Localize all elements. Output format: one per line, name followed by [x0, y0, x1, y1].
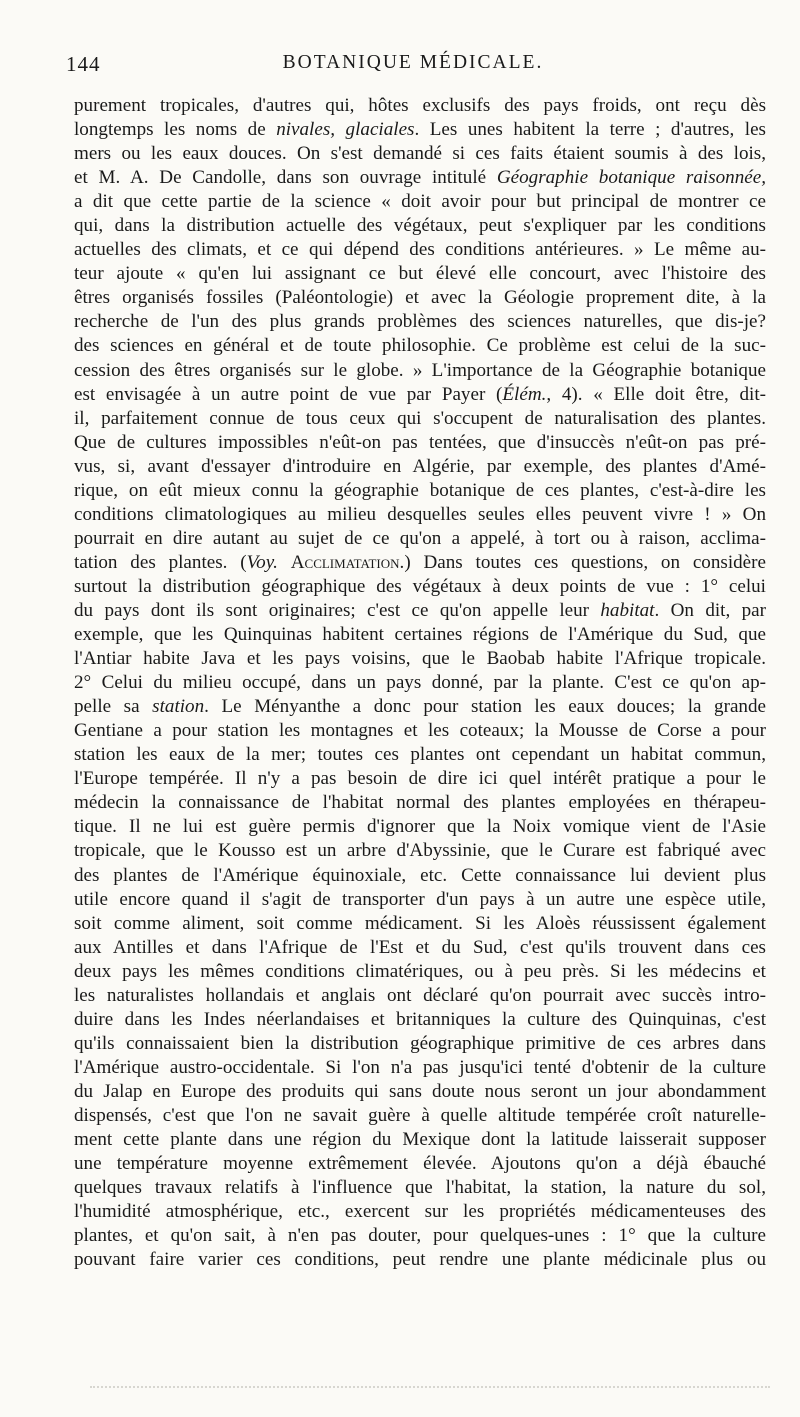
text-line	[74, 527, 766, 551]
text-line	[74, 1080, 766, 1104]
text-segment: l'Europe tempérée. Il n'y a pas besoin de dire ici quel intérêt pratique a pour le	[74, 768, 766, 790]
text-segment: . On dit, par	[654, 599, 766, 621]
text-line	[74, 334, 766, 358]
text-segment: Élém.	[502, 383, 547, 405]
text-line	[74, 262, 766, 286]
text-line	[74, 503, 766, 527]
text-line	[74, 767, 766, 791]
text-line	[74, 1104, 766, 1128]
page-header	[66, 52, 760, 84]
text-line	[74, 1248, 766, 1272]
text-segment: qui, dans la distribution actuelle des végétaux, peut s'expliquer par les conditions	[74, 215, 766, 237]
text-segment: aux Antilles et dans l'Afrique de l'Est et du Sud, c'est qu'ils trouvent dans ces	[74, 936, 766, 958]
text-segment: des sciences en général et de toute philosophie. Ce problème est celui de la suc-	[74, 335, 766, 357]
text-segment: pouvant faire varier ces conditions, peut rendre une plante médicinale plus ou	[74, 1249, 766, 1271]
text-segment: tation des plantes. (	[74, 551, 247, 573]
text-line	[74, 286, 766, 310]
text-segment: médecin la connaissance de l'habitat normal des plantes employées en thérapeu-	[74, 792, 766, 814]
text-line	[74, 599, 766, 623]
text-segment: a dit que cette partie de la science « doit avoir pour but principal de montrer ce	[74, 191, 766, 213]
text-segment: est envisagée à un autre point de vue par Payer (	[74, 383, 503, 405]
text-segment: purement tropicales, d'autres qui, hôtes exclusifs des pays froids, ont reçu dès	[74, 95, 766, 116]
text-line	[74, 190, 766, 214]
text-line	[74, 936, 766, 960]
text-segment: les naturalistes hollandais et anglais ont déclaré qu'on pourrait avec succès intro-	[74, 984, 766, 1006]
text-segment: qu'ils connaissaient bien la distribution géographique primitive de ces arbres dans	[74, 1032, 766, 1054]
text-segment: Gentiane a pour station les montagnes et les coteaux; la Mousse de Corse a pour	[74, 720, 766, 742]
text-segment: . Les unes habitent la terre ; d'autres, les	[414, 119, 766, 141]
text-segment: l'Antiar habite Java et les pays voisins, que le Baobab habite l'Afrique tropicale.	[74, 648, 766, 670]
text-segment: Acclimatation	[290, 551, 400, 573]
text-segment: conditions climatologiques au milieu desquelles seules elles peuvent vivre ! » On	[74, 503, 766, 525]
text-segment: Voy.	[246, 551, 278, 573]
text-line	[74, 1008, 766, 1032]
text-segment: longtemps les noms de	[74, 119, 277, 141]
text-segment: vus, si, avant d'essayer d'introduire en Algérie, par exemple, des plantes d'Amé-	[74, 455, 766, 477]
text-line	[74, 1224, 766, 1248]
text-line	[74, 960, 766, 984]
text-line	[74, 864, 766, 888]
text-segment: recherche de l'un des plus grands problèmes des sciences naturelles, que dis-je?	[74, 311, 766, 333]
text-segment: exemple, que les Quinquinas habitent certaines régions de l'Amérique du Sud, que	[74, 624, 766, 646]
text-segment: soit comme aliment, soit comme médicament. Si les Aloès réussissent également	[74, 912, 766, 934]
text-line	[74, 1128, 766, 1152]
text-segment: teur ajoute « qu'en lui assignant ce but élevé elle concourt, avec l'histoire des	[74, 263, 766, 285]
text-segment: il, parfaitement connue de tous ceux qui s'occupent de naturalisation des plantes.	[74, 407, 766, 429]
text-line	[74, 647, 766, 671]
text-segment: du pays dont ils sont originaires; c'est ce qu'on appelle leur	[74, 599, 601, 621]
text-segment	[278, 552, 291, 573]
text-segment: Géographie botanique raisonnée,	[496, 167, 766, 189]
text-line	[74, 431, 766, 455]
text-segment: l'humidité atmosphérique, etc., exercent sur les propriétés médicamenteuses des	[74, 1201, 766, 1223]
text-segment: 2° Celui du milieu occupé, dans un pays donné, par la plante. C'est ce qu'on ap-	[74, 672, 766, 694]
text-segment: l'Amérique austro-occidentale. Si l'on n'a pas jusqu'ici tenté d'obtenir de la culture	[74, 1056, 766, 1078]
text-segment: .) Dans toutes ces questions, on considère	[399, 551, 766, 573]
text-segment: actuelles des climats, et ce qui dépend des conditions antérieures. » Le même au-	[74, 239, 766, 261]
text-segment: plantes, et qu'on sait, à n'en pas douter, pour quelques-unes : 1° que la culture	[74, 1225, 766, 1247]
text-line	[74, 815, 766, 839]
text-line	[74, 984, 766, 1008]
text-segment: mers ou les eaux douces. On s'est demandé si ces faits étaient soumis à des lois,	[74, 143, 766, 165]
text-segment: des plantes de l'Amérique équinoxiale, etc. Cette connaissance lui devient plus	[74, 864, 766, 886]
text-line	[74, 94, 766, 118]
text-segment: une température moyenne extrêmement élevée. Ajoutons qu'on a déjà ébauché	[74, 1153, 766, 1175]
text-line	[74, 719, 766, 743]
text-segment: utile encore quand il s'agit de transporter d'un pays à un autre une espèce utile,	[74, 888, 766, 910]
text-segment: quelques travaux relatifs à l'influence que l'habitat, la station, la nature du sol,	[74, 1177, 766, 1199]
text-segment: pourrait en dire autant au sujet de ce qu'on a appelé, à tort ou à raison, acclima-	[74, 527, 766, 549]
page-number: 144	[66, 52, 101, 76]
text-segment: du Jalap en Europe des produits qui sans doute nous seront un jour abondamment	[74, 1080, 766, 1102]
running-title: BOTANIQUE MÉDICALE.	[282, 52, 544, 73]
text-segment: cession des êtres organisés sur le globe. » L'importance de la Géographie botanique	[74, 359, 766, 381]
text-segment: pelle sa	[74, 696, 153, 718]
text-line	[74, 359, 766, 383]
text-line	[74, 407, 766, 431]
text-line	[74, 575, 766, 599]
text-line	[74, 791, 766, 815]
text-segment: ment cette plante dans une région du Mexique dont la latitude laisserait supposer	[74, 1129, 766, 1151]
text-segment: station	[152, 696, 205, 718]
text-line	[74, 479, 766, 503]
text-segment: , 4). « Elle doit être, dit-	[546, 383, 767, 405]
text-segment: dispensés, c'est que l'on ne savait guère à quelle altitude tempérée croît naturelle-	[74, 1104, 766, 1126]
text-line	[74, 1032, 766, 1056]
text-line	[74, 142, 766, 166]
text-line	[74, 1056, 766, 1080]
text-line	[74, 238, 766, 262]
text-line	[74, 671, 766, 695]
text-segment: station les eaux de la mer; toutes ces plantes ont cependant un habitat commun,	[74, 744, 766, 766]
text-line	[74, 118, 766, 142]
text-line	[74, 166, 766, 190]
text-line	[74, 214, 766, 238]
text-line	[74, 623, 766, 647]
text-segment: duire dans les Indes néerlandaises et britanniques la culture des Quinquinas, c'est	[74, 1008, 766, 1030]
text-line	[74, 383, 766, 407]
text-segment: nivales, glaciales	[276, 119, 415, 141]
text-segment: tropicale, que le Kousso est un arbre d'Abyssinie, que le Curare est fabriqué avec	[74, 840, 766, 862]
text-line	[74, 455, 766, 479]
text-segment: surtout la distribution géographique des végétaux à deux points de vue : 1° celui	[74, 575, 766, 597]
text-line	[74, 695, 766, 719]
text-segment: êtres organisés fossiles (Paléontologie) et avec la Géologie proprement dite, à la	[74, 287, 766, 309]
text-line	[74, 888, 766, 912]
text-segment: rique, on eût mieux connu la géographie botanique de ces plantes, c'est-à-dire les	[74, 479, 766, 501]
text-segment: habitat	[600, 599, 655, 621]
text-segment: et M. A. De Candolle, dans son ouvrage intitulé	[74, 167, 497, 189]
text-line	[74, 551, 766, 575]
text-line	[74, 1200, 766, 1224]
text-segment: Que de cultures impossibles n'eût-on pas tentées, que d'insuccès n'eût-on pas pré-	[74, 431, 766, 453]
footer-divider	[90, 1376, 770, 1388]
text-segment: deux pays les mêmes conditions climatériques, ou à peu près. Si les médecins et	[74, 960, 766, 982]
text-segment: . Le Ményanthe a donc pour station les eaux douces; la grande	[204, 696, 767, 718]
body-text	[74, 94, 766, 1272]
text-line	[74, 912, 766, 936]
text-line	[74, 743, 766, 767]
text-line	[74, 839, 766, 863]
text-line	[74, 1176, 766, 1200]
text-segment: tique. Il ne lui est guère permis d'ignorer que la Noix vomique vient de l'Asie	[74, 816, 766, 838]
text-line	[74, 310, 766, 334]
text-line	[74, 1152, 766, 1176]
